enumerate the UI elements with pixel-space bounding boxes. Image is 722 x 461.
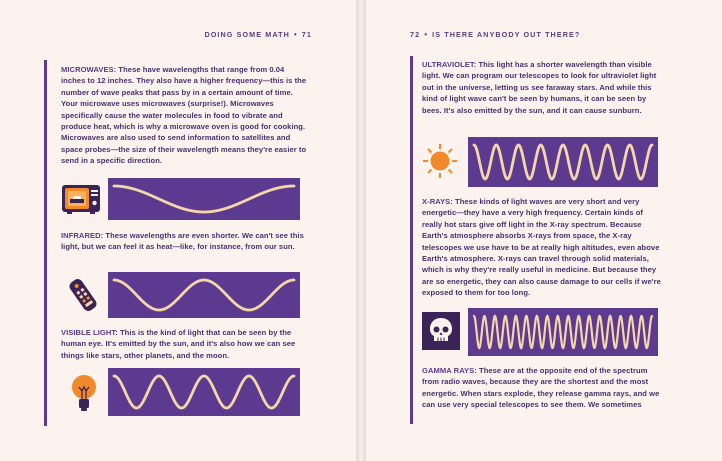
heading-ultraviolet: ULTRAVIOLET: <box>422 60 477 69</box>
heading-visible-light: VISIBLE LIGHT: <box>61 328 118 337</box>
paragraph-microwaves <box>61 64 307 167</box>
skull-icon <box>422 312 460 350</box>
section-visible-light <box>61 327 307 361</box>
wave-line <box>114 186 294 212</box>
light-bulb-icon <box>70 372 98 416</box>
body-microwaves: These have wavelengths that range from 0.04 inches to 12 inches. They also have a higher frequency—this is the number of wave peaks that pass by in a certain amount of time. Your microwave uses microwaves (surprise!). Microwaves specifically cause the water molecules in food to vibrate and produce heat, which is why a microwave oven is good for cooking. Microwaves are also used to send information to satellites and space probes—the size of their wavelength means they're easier to send in a specific direction. <box>61 65 307 166</box>
section-x-rays <box>422 196 662 299</box>
body-ultraviolet: This light has a shorter wavelength than visible light. We can program our telescopes to look for ultraviolet light out in the universe, letting us see faraway stars. And while this kind of light wave can't be seen by humans, it can be seen by bees. It's also emitted by the sun, and it can cause sunburn. <box>422 60 657 115</box>
body-infrared: These wavelengths are even shorter. We can't see this light, but we can feel it as heat—like, for instance, from our sun. <box>61 231 304 252</box>
wave-x-rays <box>468 308 658 356</box>
book-gutter <box>356 0 366 461</box>
left-margin-bar <box>44 60 47 426</box>
left-running-head-title: DOING SOME MATH <box>204 30 290 39</box>
right-page-number: 72 <box>410 30 421 39</box>
left-page <box>0 0 356 461</box>
left-page-number: 71 <box>301 30 312 39</box>
paragraph-x-rays <box>422 196 662 299</box>
wave-line <box>114 376 294 408</box>
running-head-bullet: • <box>424 30 429 39</box>
left-running-head <box>204 30 312 39</box>
heading-microwaves: MICROWAVES: <box>61 65 117 74</box>
section-gamma-rays <box>422 365 662 411</box>
wave-ultraviolet <box>468 137 658 187</box>
section-infrared <box>61 230 307 253</box>
right-running-head <box>410 30 580 39</box>
sun-icon <box>422 143 458 179</box>
paragraph-gamma-rays <box>422 365 662 411</box>
right-page <box>366 0 722 461</box>
body-gamma-rays: These are at the opposite end of the spectrum from radio waves, because they are the shortest and the most energetic. When stars explode, they release gamma rays, and we can use very special telescopes to see them. We sometimes <box>422 366 660 410</box>
paragraph-infrared <box>61 230 307 253</box>
wave-line <box>474 145 652 179</box>
section-microwaves <box>61 64 307 167</box>
heading-gamma-rays: GAMMA RAYS: <box>422 366 477 375</box>
right-running-head-title: IS THERE ANYBODY OUT THERE? <box>432 30 581 39</box>
wave-line <box>114 280 294 310</box>
paragraph-visible-light <box>61 327 307 361</box>
heading-x-rays: X-RAYS: <box>422 197 453 206</box>
microwave-oven-icon <box>61 183 101 215</box>
wave-microwaves <box>108 178 300 220</box>
body-visible-light: This is the kind of light that can be seen by the human eye. It's emitted by the sun, and it's also how we can see things like stars, other planets, and the moon. <box>61 328 296 360</box>
wave-visible-light <box>108 368 300 416</box>
heading-infrared: INFRARED: <box>61 231 104 240</box>
paragraph-ultraviolet <box>422 59 662 116</box>
running-head-bullet: • <box>293 30 298 39</box>
wave-line <box>474 316 652 348</box>
wave-infrared <box>108 272 300 318</box>
right-margin-bar <box>410 56 413 424</box>
body-x-rays: These kinds of light waves are very short and very energetic—they have a very high frequency. Certain kinds of really hot stars give off light in the X-ray spectrum. Because Earth's atmosphere absorbs X-rays from space, the X-ray telescopes we use have to be at really high altitudes, even above Earth's atmosphere. X-rays can travel through solid materials, which is why they're really useful in medicine. But because they are so energetic, they can also cause damage to our cells if we're exposed to them for too long. <box>422 197 661 298</box>
section-ultraviolet <box>422 59 662 116</box>
remote-control-icon <box>63 278 103 312</box>
